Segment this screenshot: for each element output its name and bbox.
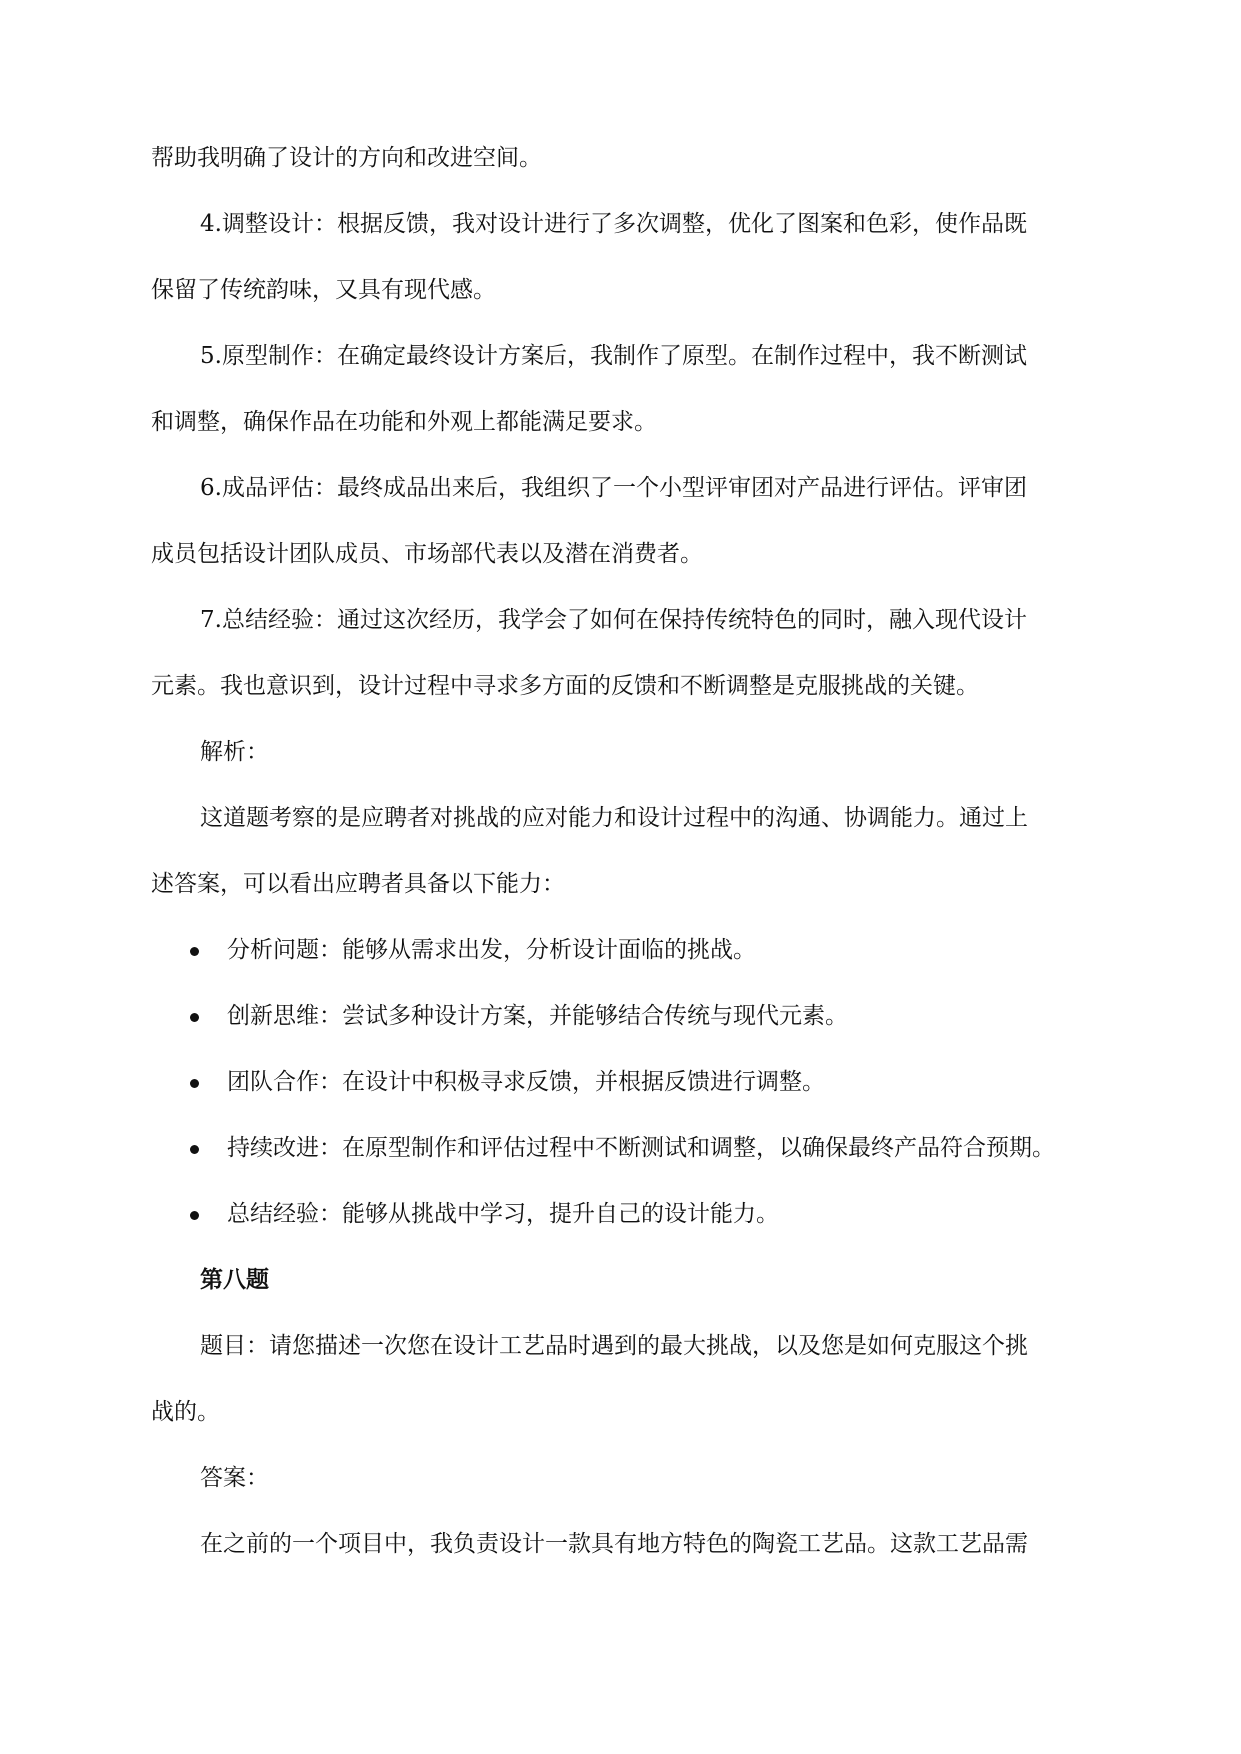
bullet-text: 分析问题：能够从需求出发，分析设计面临的挑战。 — [227, 937, 756, 963]
paragraph-line: 元素。我也意识到，设计过程中寻求多方面的反馈和不断调整是克服挑战的关键。 — [151, 673, 979, 699]
bullet-dot-icon — [190, 1013, 199, 1022]
bullet-item — [151, 998, 1095, 1064]
question-line: 战的。 — [151, 1399, 220, 1425]
bullet-item — [151, 1064, 1095, 1130]
step-5-line: 5.原型制作：在确定最终设计方案后，我制作了原型。在制作过程中，我不断测试 — [200, 343, 1027, 369]
step-7-line: 7.总结经验：通过这次经历，我学会了如何在保持传统特色的同时，融入现代设计 — [200, 607, 1027, 633]
paragraph-line: 保留了传统韵味，又具有现代感。 — [151, 277, 496, 303]
paragraph-line: 成员包括设计团队成员、市场部代表以及潜在消费者。 — [151, 541, 703, 567]
bullet-dot-icon — [190, 1079, 199, 1088]
step-4-line: 4.调整设计：根据反馈，我对设计进行了多次调整，优化了图案和色彩，使作品既 — [200, 211, 1027, 237]
bullet-text: 持续改进：在原型制作和评估过程中不断测试和调整，以确保最终产品符合预期。 — [227, 1135, 1055, 1161]
question-line: 题目：请您描述一次您在设计工艺品时遇到的最大挑战，以及您是如何克服这个挑 — [200, 1333, 1028, 1359]
analysis-label: 解析： — [200, 739, 269, 765]
paragraph-line: 和调整，确保作品在功能和外观上都能满足要求。 — [151, 409, 657, 435]
section-heading: 第八题 — [200, 1266, 269, 1293]
paragraph-line: 帮助我明确了设计的方向和改进空间。 — [151, 145, 542, 171]
bullet-text: 创新思维：尝试多种设计方案，并能够结合传统与现代元素。 — [227, 1003, 848, 1029]
bullet-text: 总结经验：能够从挑战中学习，提升自己的设计能力。 — [227, 1201, 779, 1227]
bullet-item — [151, 1196, 1095, 1262]
analysis-line: 这道题考察的是应聘者对挑战的应对能力和设计过程中的沟通、协调能力。通过上 — [200, 805, 1028, 831]
bullet-dot-icon — [190, 1145, 199, 1154]
bullet-dot-icon — [190, 1211, 199, 1220]
bullet-item — [151, 932, 1095, 998]
answer-line: 在之前的一个项目中，我负责设计一款具有地方特色的陶瓷工艺品。这款工艺品需 — [200, 1531, 1028, 1557]
paragraph-line: 述答案，可以看出应聘者具备以下能力： — [151, 871, 565, 897]
bullet-text: 团队合作：在设计中积极寻求反馈，并根据反馈进行调整。 — [227, 1069, 825, 1095]
document-page — [151, 140, 1095, 1592]
step-6-line: 6.成品评估：最终成品出来后，我组织了一个小型评审团对产品进行评估。评审团 — [200, 475, 1027, 501]
bullet-item — [151, 1130, 1095, 1196]
answer-label: 答案： — [200, 1465, 269, 1491]
bullet-dot-icon — [190, 947, 199, 956]
